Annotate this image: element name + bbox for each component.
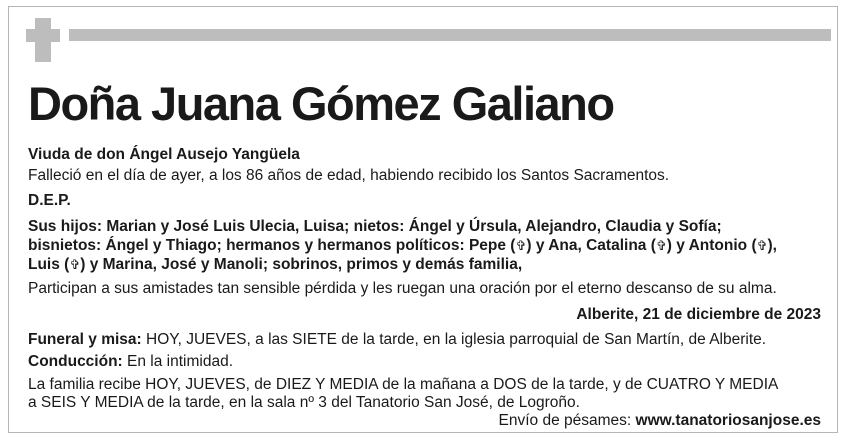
- reception-line-1: La familia recibe HOY, JUEVES, de DIEZ Y MEDIA de la mañana a DOS de la tarde, y de CUATRO Y MEDIA: [28, 376, 779, 393]
- condolences-link[interactable]: www.tanatoriosanjose.es: [635, 412, 821, 429]
- cross-mark-icon: ✞: [655, 238, 667, 253]
- widow-line: Viuda de don Ángel Ausejo Yangüela: [28, 146, 300, 163]
- reception-line-2: a SEIS Y MEDIA de la tarde, en la sala nº 3 del Tanatorio San José, de Logroño.: [28, 394, 580, 411]
- funeral-line: [28, 330, 766, 349]
- conduction-label: Conducción:: [28, 353, 123, 370]
- death-notice: Falleció en el día de ayer, a los 86 años de edad, habiendo recibido los Santos Sacramentos.: [28, 167, 670, 184]
- cross-mark-icon: ✞: [756, 238, 768, 253]
- condolences-label: Envío de pésames:: [498, 412, 636, 429]
- cross-mark-icon: ✞: [69, 257, 81, 272]
- cross-icon-bar: [26, 29, 60, 42]
- conduction-line: [28, 352, 233, 371]
- family-line-2: bisnietos: Ángel y Thiago; hermanos y hermanos políticos: Pepe (✞) y Ana, Catalina (✞) y Antonio (✞),: [28, 237, 777, 254]
- cross-mark-icon: ✞: [515, 238, 527, 253]
- announcement: Participan a sus amistades tan sensible pérdida y les ruegan una oración por el eterno descanso de su alma.: [28, 280, 777, 297]
- header-rule: [69, 29, 831, 41]
- dep-line: D.E.P.: [28, 192, 71, 209]
- family-line-1: Sus hijos: Marian y José Luis Ulecia, Luisa; nietos: Ángel y Úrsula, Alejandro, Claudia y Sofía;: [28, 218, 722, 235]
- conduction-text: En la intimidad.: [122, 353, 233, 370]
- funeral-label: Funeral y misa:: [28, 331, 142, 348]
- deceased-name: Doña Juana Gómez Galiano: [28, 77, 614, 130]
- funeral-text: HOY, JUEVES, a las SIETE de la tarde, en la iglesia parroquial de San Martín, de Alberite.: [141, 331, 767, 348]
- place-date: Alberite, 21 de diciembre de 2023: [576, 306, 821, 323]
- family-line-3: Luis (✞) y Marina, José y Manoli; sobrinos, primos y demás familia,: [28, 256, 523, 273]
- condolences-line: [499, 411, 821, 430]
